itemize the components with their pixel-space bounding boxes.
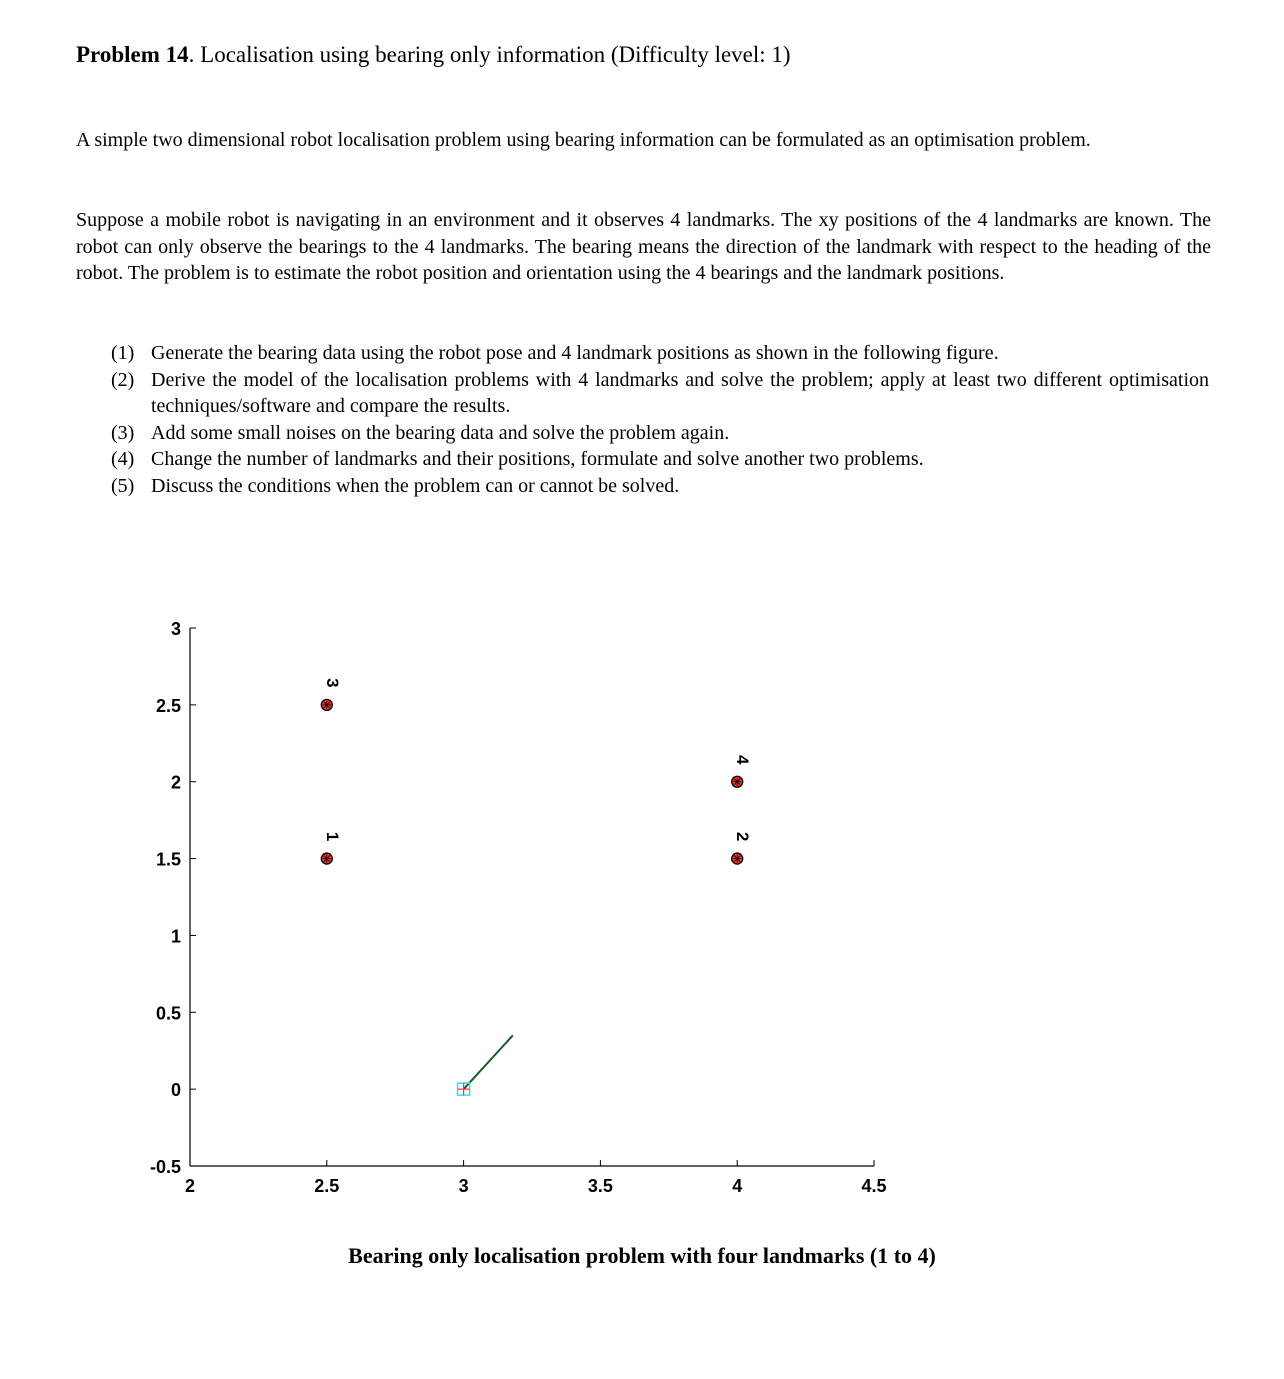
y-tick-label: 2 — [170, 772, 181, 793]
landmark-label: 4 — [733, 754, 753, 765]
y-tick-label: -0.5 — [149, 1157, 181, 1177]
x-tick-label: 2.5 — [314, 1176, 340, 1196]
robot-heading-line — [464, 1035, 513, 1089]
plot-axes — [150, 619, 887, 1196]
task-text: Discuss the conditions when the problem can or cannot be solved. — [151, 474, 680, 497]
plot-marks — [321, 678, 752, 1095]
intro-paragraph: A simple two dimensional robot localisation problem using bearing information can be formulated as an optimisation problem. — [76, 129, 1091, 151]
list-item — [111, 367, 1209, 420]
y-tick-label: 1 — [170, 926, 181, 947]
problem-label: Problem 14 — [76, 42, 189, 67]
x-tick-label: 3 — [458, 1176, 469, 1196]
landmark-label: 3 — [322, 678, 342, 688]
list-item — [111, 420, 1209, 447]
y-tick-label: 0 — [170, 1080, 181, 1101]
description-paragraph: Suppose a mobile robot is navigating in an environment and it observes 4 landmarks. The xy positions of the 4 landmarks are known. The robot can only observe the bearings to the 4 landmarks. The bearing means the direction of the landmark with respect to the heading of the robot. The problem is to estimate the robot position and orientation using the 4 bearings and the landmark positions. — [76, 209, 1211, 284]
landmark-label: 2 — [733, 831, 753, 842]
localisation-plot — [0, 600, 1284, 1220]
task-number: (1) — [111, 342, 135, 364]
task-list — [111, 340, 1209, 499]
task-text: Add some small noises on the bearing data and solve the problem again. — [151, 421, 730, 444]
landmark-label: 1 — [322, 831, 342, 842]
figure-caption: Bearing only localisation problem with four landmarks (1 to 4) — [348, 1243, 936, 1268]
y-tick-label: 0.5 — [155, 1003, 181, 1024]
task-number: (2) — [111, 368, 135, 391]
x-tick-label: 2 — [184, 1176, 196, 1196]
problem-title — [76, 42, 791, 68]
x-tick-label: 4.5 — [861, 1176, 887, 1196]
task-text: Derive the model of the localisation problems with 4 landmarks and solve the problem; apply at least two different optimisation techniques/software and compare the results. — [151, 368, 1209, 417]
x-tick-label: 4 — [732, 1176, 743, 1196]
x-tick-label: 3.5 — [587, 1176, 613, 1196]
problem-title-text: . Localisation using bearing only information (Difficulty level: 1) — [188, 42, 791, 67]
y-tick-label: 2.5 — [155, 695, 181, 716]
list-item — [111, 446, 1209, 473]
task-text: Change the number of landmarks and their positions, formulate and solve another two problems. — [151, 448, 924, 470]
list-item — [111, 340, 1209, 367]
task-number: (5) — [111, 474, 135, 497]
task-number: (3) — [111, 421, 135, 444]
y-tick-label: 3 — [170, 619, 181, 639]
task-text: Generate the bearing data using the robot pose and 4 landmark positions as shown in the following figure. — [151, 342, 999, 364]
task-number: (4) — [111, 448, 135, 470]
y-tick-label: 1.5 — [155, 849, 181, 870]
list-item — [111, 473, 1209, 500]
